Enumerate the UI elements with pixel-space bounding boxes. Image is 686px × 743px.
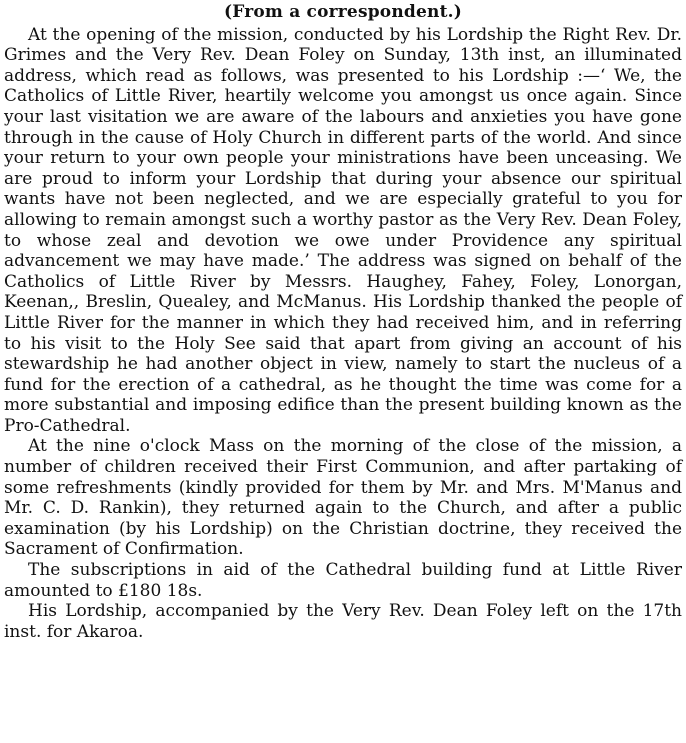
article-heading: (From a correspondent.) [223,2,462,22]
article-paragraph-1: At the opening of the mission, conducted by his Lordship the Right Rev. Dr. Grimes and the Very Rev. Dean Foley on Sunday, 13th inst, an illuminated address, which read as follows, was presented to his Lordship :—‘ We, the Catholics of Little River, heartily welcome you amongst us once again. Since your last visitation we are aware of the labours and anxieties you have gone through in the cause of Holy Church in different parts of the world. And since your return to your own people your ministrations have been unceasing. We are proud to inform your Lordship that during your absence our spiritual wants have not been neglected, and we are especially grateful to you for allowing to remain amongst such a worthy pastor as the Very Rev. Dean Foley, to whose zeal and devotion we owe under Providence any spiritual advancement we may have made.’ The address was signed on behalf of the Catholics of Little River by Messrs. Haughey, Fahey, Foley, Lonorgan, Keenan,, Breslin, Quealey, and McManus. His Lordship thanked the people of Little River for the manner in which they had received him, and in referring to his visit to the Holy See said that apart from giving an account of his stewardship he had another object in view, namely to start the nucleus of a fund for the erection of a cathedral, as he thought the time was come for a more substantial and imposing edifice than the present building known as the Pro-Cathedral. [4,24,682,436]
article-paragraph-4: His Lordship, accompanied by the Very Rev. Dean Foley left on the 17th inst. for Akaroa. [4,601,682,642]
article-paragraph-2: At the nine o'clock Mass on the morning of the close of the mission, a number of children received their First Communion, and after partaking of some refreshments (kindly provided for them by Mr. and Mrs. M'Manus and Mr. C. D. Rankin), they returned again to the Church, and after a public examination (by his Lordship) on the Christian doctrine, they received the Sacrament of Confirmation. [4,436,682,560]
article-paragraph-3: The subscriptions in aid of the Cathedral building fund at Little River amounted to £180 18s. [4,560,682,601]
